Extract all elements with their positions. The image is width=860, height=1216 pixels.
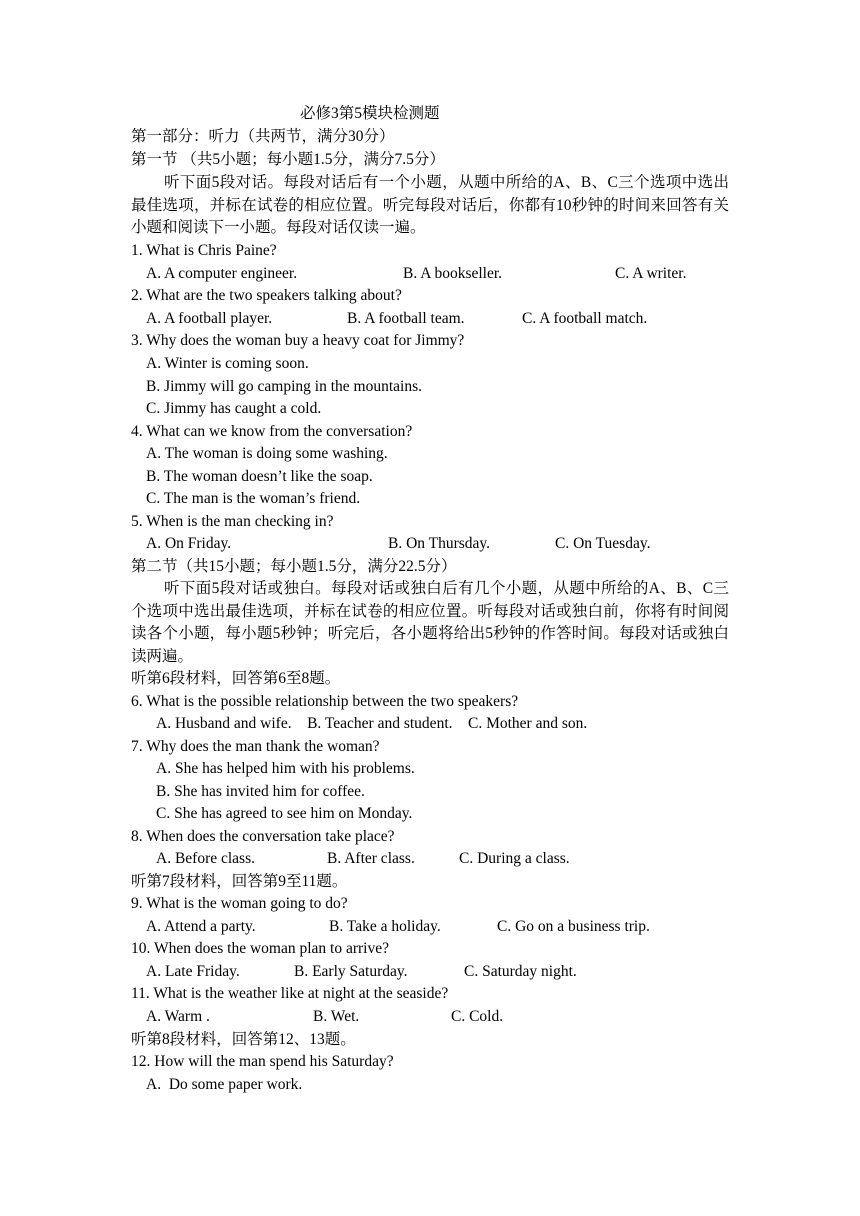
part1-heading: 第一部分：听力（共两节，满分30分） xyxy=(131,128,395,145)
question-11-option-a: A. Warm . xyxy=(146,1008,210,1025)
question-1-option-a: A. A computer engineer. xyxy=(146,265,298,282)
question-2-option-b: B. A football team. xyxy=(347,310,465,327)
question-6-stem: 6. What is the possible relationship between the two speakers? xyxy=(131,693,519,710)
question-2-stem: 2. What are the two speakers talking about? xyxy=(131,287,402,304)
question-6-options: A. Husband and wife. B. Teacher and student. C. Mother and son. xyxy=(156,715,588,732)
question-9-option-a: A. Attend a party. xyxy=(146,918,256,935)
question-10-option-c: C. Saturday night. xyxy=(464,963,577,980)
section2-heading: 第二节（共15小题；每小题1.5分，满分22.5分） xyxy=(131,558,457,575)
question-12-stem: 12. How will the man spend his Saturday? xyxy=(131,1053,394,1070)
question-2-option-c: C. A football match. xyxy=(522,310,648,327)
question-9-option-c: C. Go on a business trip. xyxy=(497,918,650,935)
question-4-option-a: A. The woman is doing some washing. xyxy=(146,445,388,462)
question-8-option-c: C. During a class. xyxy=(459,850,570,867)
question-11-stem: 11. What is the weather like at night at the seaside? xyxy=(131,985,449,1002)
section2-instructions: 听下面5段对话或独白。每段对话或独白后有几个小题，从题中所给的A、B、C三个选项中选出最佳选项，并标在试卷的相应位置。听每段对话或独白前，你将有时间阅读各个小题，每小题5秒钟；听完后，各小题将给出5秒钟的作答时间。每段对话或独白读两遍。 xyxy=(131,580,729,665)
question-9-option-b: B. Take a holiday. xyxy=(329,918,441,935)
question-1-stem: 1. What is Chris Paine? xyxy=(131,242,277,259)
question-11-option-b: B. Wet. xyxy=(313,1008,360,1025)
question-7-stem: 7. Why does the man thank the woman? xyxy=(131,738,380,755)
question-1-option-b: B. A bookseller. xyxy=(403,265,503,282)
question-10-option-a: A. Late Friday. xyxy=(146,963,240,980)
question-4-option-b: B. The woman doesn’t like the soap. xyxy=(146,468,373,485)
question-8-stem: 8. When does the conversation take place? xyxy=(131,828,395,845)
question-3-option-c: C. Jimmy has caught a cold. xyxy=(146,400,322,417)
question-5-option-a: A. On Friday. xyxy=(146,535,232,552)
section1-instructions: 听下面5段对话。每段对话后有一个小题，从题中所给的A、B、C三个选项中选出最佳选项，并标在试卷的相应位置。听完每段对话后，你都有10秒钟的时间来回答有关小题和阅读下一小题。每段对话仅读一遍。 xyxy=(131,174,729,236)
question-5-option-c: C. On Tuesday. xyxy=(555,535,651,552)
question-8-option-a: A. Before class. xyxy=(156,850,255,867)
question-9-stem: 9. What is the woman going to do? xyxy=(131,895,348,912)
question-8-option-b: B. After class. xyxy=(327,850,415,867)
exam-title: 必修3第5模块检测题 xyxy=(300,105,440,122)
material-8-heading: 听第8段材料，回答第12、13题。 xyxy=(131,1031,356,1048)
question-5-stem: 5. When is the man checking in? xyxy=(131,513,334,530)
material-7-heading: 听第7段材料，回答第9至11题。 xyxy=(131,873,348,890)
question-4-stem: 4. What can we know from the conversation? xyxy=(131,423,413,440)
question-11-option-c: C. Cold. xyxy=(451,1008,504,1025)
question-7-option-a: A. She has helped him with his problems. xyxy=(156,760,415,777)
question-4-option-c: C. The man is the woman’s friend. xyxy=(146,490,361,507)
question-5-option-b: B. On Thursday. xyxy=(388,535,491,552)
question-3-option-b: B. Jimmy will go camping in the mountains. xyxy=(146,378,422,395)
material-6-heading: 听第6段材料，回答第6至8题。 xyxy=(131,670,341,687)
question-2-option-a: A. A football player. xyxy=(146,310,273,327)
question-10-stem: 10. When does the woman plan to arrive? xyxy=(131,940,389,957)
question-3-option-a: A. Winter is coming soon. xyxy=(146,355,309,372)
question-10-option-b: B. Early Saturday. xyxy=(294,963,408,980)
question-3-stem: 3. Why does the woman buy a heavy coat for Jimmy? xyxy=(131,332,465,349)
question-7-option-c: C. She has agreed to see him on Monday. xyxy=(156,805,413,822)
question-7-option-b: B. She has invited him for coffee. xyxy=(156,783,365,800)
question-12-option-a: A. Do some paper work. xyxy=(146,1076,303,1093)
section1-heading: 第一节 （共5小题；每小题1.5分，满分7.5分） xyxy=(131,151,445,168)
question-1-option-c: C. A writer. xyxy=(615,265,687,282)
